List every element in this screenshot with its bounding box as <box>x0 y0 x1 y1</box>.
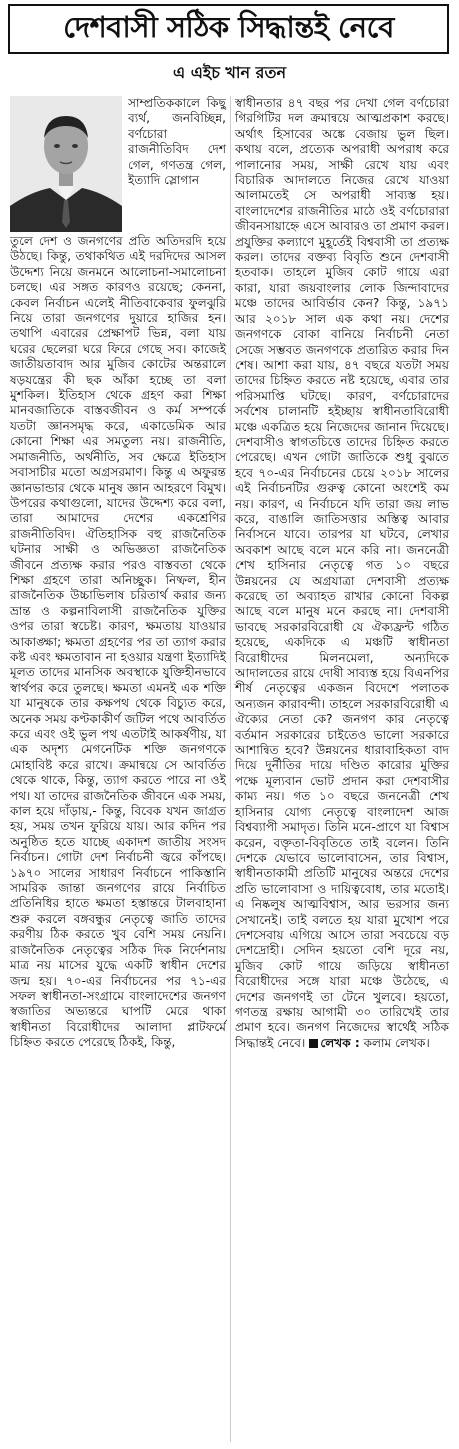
end-mark-icon <box>309 1039 318 1048</box>
headline-box <box>8 4 449 54</box>
column-divider <box>230 96 231 1442</box>
article-paragraph: স্বাধীনতার ৪৭ বছর পর দেখা গেল বর্ণচোরা গিরগিটির দল ক্রমান্বয়ে আত্মপ্রকাশ করছে। অর্থাৎ হিসাবের অঙ্কে বেজায় ভুল ছিল। কথায় বলে, প্রত্যেক অপরাধী অপরাধ করে পালানোর সময়, সাক্ষী রেখে যায় এবং বিচারিক আদালতে নিজের রেখে যাওয়া আলামতেই সে অপরাধী সাব্যস্ত হয়। বাংলাদেশের রাজনীতির মাঠে ওই বর্ণচোরারা জীবনসায়াহ্নে এসে আবারও তা প্রমাণ করল। প্রযুক্তির কল্যাণে মুহূর্তেই বিশ্ববাসী তা প্রত্যক্ষ করল। তাদের বক্তব্য বিবৃতি শুনে দেশবাসী হতবাক। তাহলে মুজিব কোট গায়ে এরা কারা, যারা জয়বাংলার লোক জিন্দাবাদের মঞ্চে তাদের আবির্ভাব কেন? কিন্তু, ১৯৭১ আর ২০১৮ সাল এক কথা নয়। দেশের জনগণকে বোকা বানিয়ে নির্বাচনী নেতা সেজে সম্ভবত জনগণকে প্রতারিত করার দিন শেষ। আশা করা যায়, ৪৭ বছরে যতটা সময় তাদের চিহ্নিত করতে নষ্ট হয়েছে, এবার তার পরিসমাপ্তি ঘটছে। কারণ, বর্ণচোরাদের সর্বশেষ চালানটি হইচ্ছায় স্বাধীনতাবিরোধী মঞ্চে একত্রিত হয়ে নিজেদের জানান দিয়েছে। দেশবাসীও স্বাগতচিত্তে তাদের চিহ্নিত করতে পেরেছে। এখন গোটা জাতিকে শুধু বুঝতে হবে ৭০-এর নির্বাচনের চেয়ে ২০১৮ সালের এই নির্বাচনটির গুরুত্ব কোনো অংশেই কম নয়। কারণ, এ নির্বাচনে যদি তারা জয় লাভ করে, বাঙালি জাতিসত্তার অস্তিত্ব আবার নির্বাসনে যাবে। তারপর যা ঘটবে, লেখার অবকাশ আছে বলে মনে করি না। জননেত্রী শেখ হাসিনার নেতৃত্বে গত ১০ বছরে উন্নয়নের যে অগ্রযাত্রা দেশবাসী প্রত্যক্ষ করেছে তা অব্যাহত রাখার কোনো বিকল্প আছে বলে মানুষ মনে করছে না। দেশবাসী ভাবছে সরকারবিরোধী যে ঐক্যফ্রন্ট গঠিত হয়েছে, একদিকে এ মঞ্চটি স্বাধীনতা বিরোধীদের মিলনমেলা, অন্যদিকে আদালতের রায়ে দোষী সাব্যস্ত হয়ে বিএনপির শীর্ষ নেতৃত্বের একজন বিদেশে পলাতক অন্যজন কারাবন্দী। তাহলে সরকারবিরোধী এ ঐক্যের নেতা কে? জনগণ কার নেতৃত্বে বর্তমান সরকারের চাইতেও ভালো সরকারে আশান্বিত হবে? উন্নয়নের ধারাবাহিকতা বাদ দিয়ে দুর্নীতির দায়ে দণ্ডিত কারোর মুক্তির পক্ষে মূল্যবান ভোট প্রদান করা দেশবাসীর কাম্য নয়। গত ১০ বছরে জননেত্রী শেখ হাসিনার যোগ্য নেতৃত্বে বাংলাদেশ আজ বিশ্বব্যাপী সমাদৃত। তিনি মনে-প্রাণে যা বিশ্বাস করেন, বক্তৃতা-বিবৃতিতে তাই বলেন। তিনি দেশকে যেভাবে ভালোবাসেন, তার বিশ্বাস, স্বাধীনতাকামী প্রতিটি মানুষের অন্তরে দেশের প্রতি ভালোবাসা ও দায়িত্ববোধ, তার মতোই। এ নিষ্কলুষ আত্মবিশ্বাস, আর ভরসার জন্য সেখানেই। তাই বলতে হয় যারা মুখোশ পরে দেশসেবায় এগিয়ে আসে তারা সবচেয়ে বড় দেশদ্রোহী। সেদিন হয়তো বেশি দূরে নয়, মুজিব কোট গায়ে জড়িয়ে স্বাধীনতা বিরোধীদের সঙ্গে যারা মঞ্চে উঠেছে, এ দেশের জনগণই তা টেনে খুলবে। হয়তো, গণতন্ত্র রক্ষায় আগামী ৩০ তারিখেই তার প্রমাণ হবে। জনগণ নিজেদের স্বার্থেই সঠিক সিদ্ধান্তই নেবে। <box>235 96 449 1050</box>
article-text-left-column <box>10 234 226 1051</box>
headline: দেশবাসী সঠিক সিদ্ধান্তই নেবে <box>63 9 394 44</box>
author-photo <box>10 96 122 232</box>
byline: এ এইচ খান রতন <box>172 63 287 82</box>
writer-label: লেখক : <box>320 1035 360 1050</box>
article-paragraph: সাম্প্রতিককালে কিছু ব্যর্থ, জনবিচ্ছিন্ন, বর্ণচোরা রাজনীতিবিদ দেশ গেল, গণতন্ত্র গেল, ইত্যাদি স্লোগান <box>128 96 226 188</box>
article-paragraph-final <box>235 96 449 1051</box>
writer-description: কলাম লেখক। <box>363 1035 430 1050</box>
article-paragraph: তুলে দেশ ও জনগণের প্রতি অতিদরদি হয়ে উঠছে। কিন্তু, তথাকথিত এই দরদিদের আসল উদ্দেশ্য নিয়ে জনমনে আলোচনা-সমালোচনা চলছে। এর সঙ্গত কারণও রয়েছে; কেননা, কেবল নির্বাচন এলেই নীতিবাকেবার ফুলঝুরি নিয়ে তারা জনগণের দুয়ারে হাজির হন। তথাপি এবারের প্রেক্ষাপট ভিন্ন, বলা যায় ঘরের ছেলেরা ঘরে ফিরে গেছে সব। কাজেই জাতীয়তাবাদ আর মুজিব কোটের অন্তরালে ষড়যন্ত্রের কী ছক আঁকা হচ্ছে তা বলা মুশকিল। ইতিহাস থেকে গ্রহণ করা শিক্ষা মানবজাতিকে বাস্তবজীবন ও কর্ম সম্পর্কে যতটা জ্ঞানসমৃদ্ধ করে, একাডেমিক আর কোনো শিক্ষা এর সমতুল্য নয়। রাজনীতি, সমাজনীতি, অর্থনীতি, সব ক্ষেত্রে ইতিহাস সবাসাচীর মতো অগ্রসরমাণ। কিন্তু এ অফুরন্ত জ্ঞানভান্ডার থেকে মানুষ জ্ঞান আহরণে বিমুখ। উপরের কথাগুলো, যাদের উদ্দেশ্য করে বলা, তারা আমাদের দেশের একশ্রেণির রাজনীতিবিদ। ঐতিহাসিক বহু রাজনৈতিক ঘটনার সাক্ষী ও অভিজ্ঞতা রাজনৈতিক জীবনে প্রত্যক্ষ করার পরও বাস্তবতা থেকে শিক্ষা গ্রহণে তারা অনিচ্ছুক। নিষ্ফল, হীন রাজনৈতিক উচ্চাভিলাষ চরিতার্থ করার জন্য ভ্রান্ত ও কল্পনাবিলাসী রাজনৈতিক যুক্তির ওপর তারা স্বচেষ্ট। কারণ, ক্ষমতায় যাওয়ার আকাঙ্ক্ষা; ক্ষমতা গ্রহণের পর তা ত্যাগ করার কষ্ট এবং ক্ষমতাবান না হওয়ার যন্ত্রণা ইত্যাদিই মূলত তাদের মানসিক অবস্থাকে যুক্তিহীনভাবে স্বার্থপর করে তুলছে। ক্ষমতা এমনই এক শক্তি যা মানুষকে তার কক্ষপথ থেকে বিচ্যুত করে, অনেক সময় কণ্টকাকীর্ণ জটিল পথে আবর্তিত করে এবং ওই ভুল পথ এতটাই আকর্ষণীয়, যা এক অদৃশ্য মেগনেটিক শক্তি জনগণকে মোহাবিষ্ট করে রাখে। ক্রমান্বয়ে সে আবর্তিত থেকে থাকে, কিন্তু, ত্যাগ করতে পারে না ওই পথ। যা তাদের রাজনৈতিক জীবনে এক সময়, কাল হয়ে দাঁড়ায়,- কিন্তু, বিবেক যখন জাগ্রত হয়, সময় তখন ফুরিয়ে যায়। আর কদিন পর অনুষ্ঠিত হতে যাচ্ছে একাদশ জাতীয় সংসদ নির্বাচন। গোটা দেশ নির্বাচনী জ্বরে কাঁপছে। ১৯৭০ সালের সাধারণ নির্বাচনে পাকিস্তানি সামরিক জান্তা জনগণের রায়ে নির্বাচিত প্রতিনিধির হাতে ক্ষমতা হস্তান্তরে টালবাহানা শুরু করলে বঙ্গবন্ধুর নেতৃত্বে জাতি তাদের করণীয় ঠিক করতে খুব বেশি সময় নেয়নি। রাজনৈতিক নেতৃত্বের সঠিক দিক নির্দেশনায় মাত্র নয় মাসের যুদ্ধে একটি স্বাধীন দেশের জন্ম হয়। ৭০-এর নির্বাচনের পর ৭১-এর সফল স্বাধীনতা-সংগ্রামে বাংলাদেশের জনগণ স্বজাতির অভ্যন্তরে ঘাপটি মেরে থাকা স্বাধীনতা বিরোধীদের আলাদা প্লাটফর্মে চিহ্নিত করতে পেরেছে ঠিকই, কিন্তু, <box>10 234 226 1050</box>
article-text-intro <box>128 96 226 188</box>
author-portrait-image <box>10 96 122 232</box>
article-text-right-column <box>235 96 449 1051</box>
